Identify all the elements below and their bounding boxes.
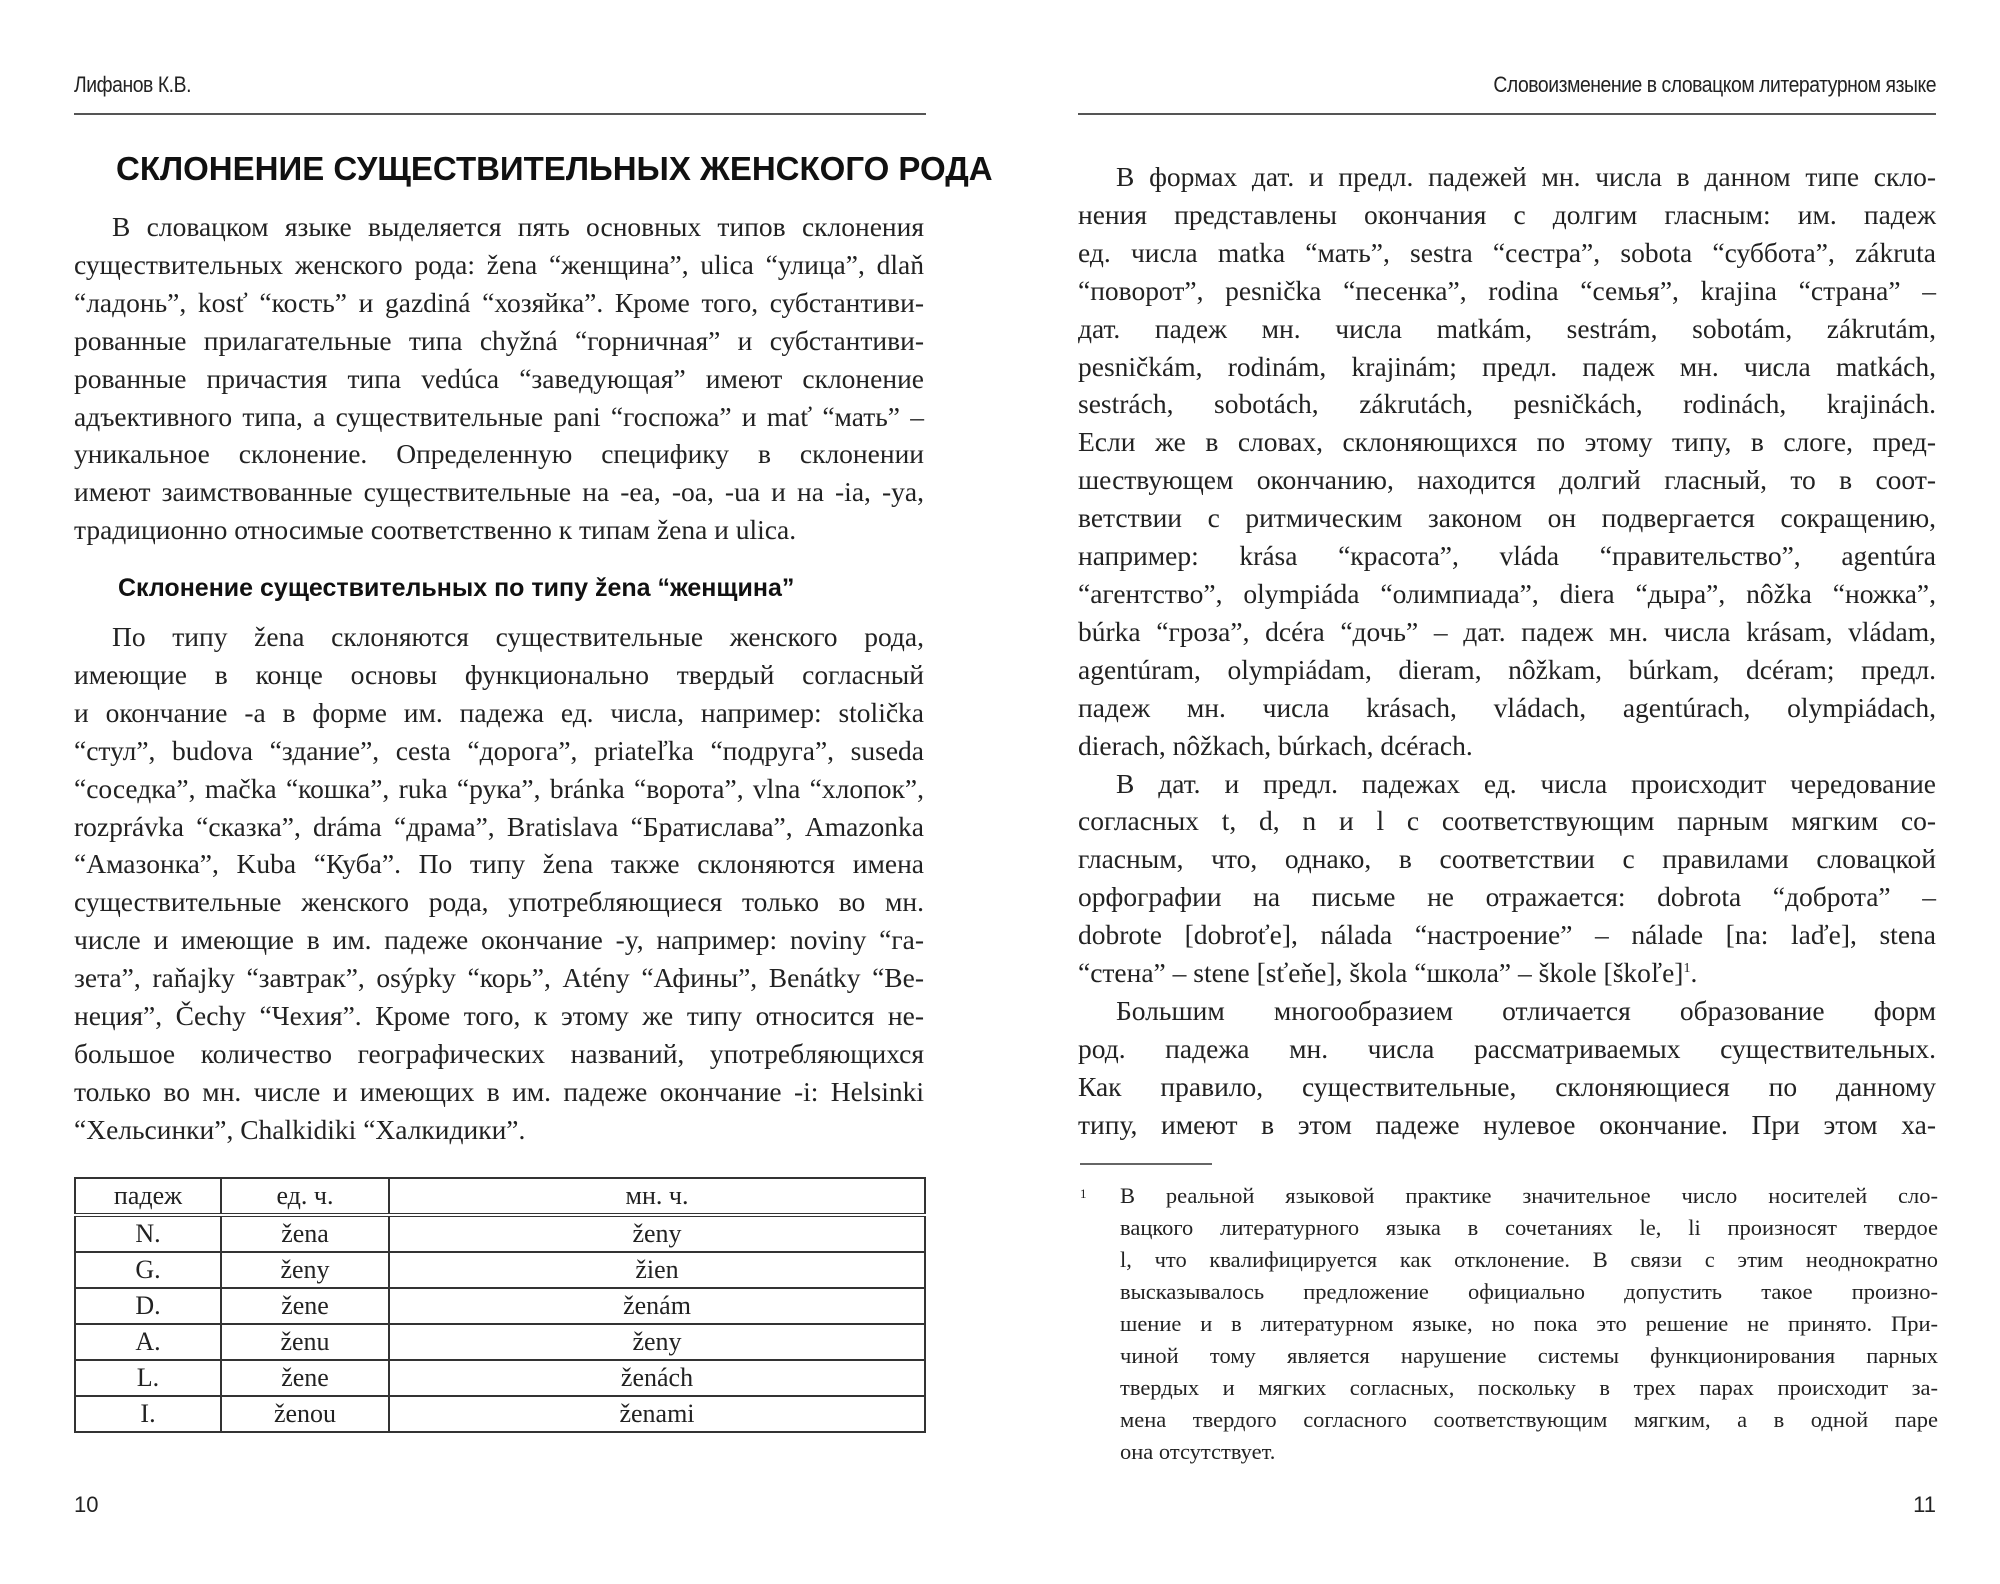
text-line: dobrote [dobroťe], nálada “настроение” – nálade [na: laďe], stena — [1078, 919, 1936, 951]
text-line: В формах дат. и предл. падежей мн. числа в данном типе скло- — [1116, 161, 1936, 192]
case-cell: D. — [75, 1288, 221, 1324]
footnote-line: l, что квалифицируется как отклонение. В связи с этим неоднократно — [1120, 1247, 1938, 1272]
text-line: большое количество географических названий, употребляющихся — [74, 1037, 924, 1069]
text-line: уникальное склонение. Определенную специфику в склонении — [74, 438, 924, 470]
text-line: например: krása “красота”, vláda “правительство”, agentúra — [1078, 540, 1936, 572]
intro-paragraph — [74, 208, 924, 549]
section-paragraph — [74, 618, 924, 1149]
plural-cell: ženách — [389, 1360, 925, 1396]
text-line: рованные прилагательные типа chyžná “горничная” и субстантиви- — [74, 324, 924, 356]
footnote — [1080, 1180, 1938, 1468]
text-line: “агентство”, olympiáda “олимпиада”, diera “дыра”, nôžka “ножка”, — [1078, 577, 1936, 609]
singular-cell: ženu — [221, 1324, 389, 1360]
footnote-line: она отсутствует. — [1120, 1439, 1276, 1464]
text-line: числе и имеющие в им. падеже окончание -y, например: noviny “га- — [74, 924, 924, 956]
page-number: 11 — [1913, 1492, 1936, 1517]
text-line: Как правило, существительные, склоняющиеся по данному — [1078, 1070, 1936, 1102]
case-cell: N. — [75, 1215, 221, 1252]
text-line: “поворот”, pesnička “песенка”, rodina “семья”, krajina “страна” – — [1078, 274, 1936, 306]
text-fragment: “стена” – stene [sťeňe], škola “школа” – škole [škoľe] — [1078, 957, 1684, 989]
text-line: имеют заимствованные существительные на -ea, -oa, -ua и на -ia, -ya, — [74, 476, 924, 508]
plural-cell: žien — [389, 1252, 925, 1288]
case-cell: G. — [75, 1252, 221, 1288]
chapter-title: СКЛОНЕНИЕ СУЩЕСТВИТЕЛЬНЫХ ЖЕНСКОГО РОДА — [116, 150, 993, 187]
table-row — [75, 1396, 925, 1432]
text-line: род. падежа мн. числа рассматриваемых существительных. — [1078, 1032, 1936, 1064]
footnote-line: твердых и мягких согласных, поскольку в трех парах происходит за- — [1120, 1375, 1938, 1400]
text-line: только во мн. числе и имеющих в им. падеже окончание -i: Helsinki — [74, 1075, 924, 1107]
text-line: гласным, что, однако, в соответствии с правилами словацкой — [1078, 843, 1936, 875]
text-line: В дат. и предл. падежах ед. числа происходит чередование — [1116, 767, 1936, 799]
text-line: дат. падеж мн. числа matkám, sestrám, sobotám, zákrutám, — [1078, 312, 1936, 344]
plural-cell: ženami — [389, 1396, 925, 1432]
running-head-author: Лифанов К.В. — [74, 72, 192, 97]
text-line: По типу žena склоняются существительные женского рода, — [112, 621, 924, 652]
text-line: традиционно относимые соответственно к типам žena и ulica. — [74, 514, 797, 546]
text-line: В словацком языке выделяется пять основных типов склонения — [112, 211, 924, 242]
singular-cell: žene — [221, 1288, 389, 1324]
text-line: орфографии на письме не отражается: dobrota “доброта” – — [1078, 881, 1936, 913]
text-line: “Хельсинки”, Chalkidiki “Халкидики”. — [74, 1113, 526, 1145]
text-line: типу, имеют в этом падеже нулевое окончание. При этом ха- — [1078, 1108, 1936, 1140]
text-line: существительные женского рода, употребляющиеся только во мн. — [74, 886, 924, 918]
text-line: “стул”, budova “здание”, cesta “дорога”, priateľka “подруга”, suseda — [74, 734, 924, 766]
text-line-with-footnote — [1078, 954, 1936, 992]
main-text — [1078, 158, 1936, 1144]
declension-table — [74, 1177, 926, 1433]
table-row — [75, 1360, 925, 1396]
footnote-line: шение и в литературном языке, но пока это решение не принято. При- — [1120, 1311, 1938, 1336]
case-cell: I. — [75, 1396, 221, 1432]
plural-cell: ženy — [389, 1215, 925, 1252]
text-line: зета”, raňajky “завтрак”, osýpky “корь”, Atény “Афины”, Benátky “Ве- — [74, 962, 924, 994]
text-line: ед. числа matka “мать”, sestra “сестра”, sobota “суббота”, zákruta — [1078, 236, 1936, 268]
footnote-line: чиной тому является нарушение системы функционирования парных — [1120, 1343, 1938, 1368]
case-cell: L. — [75, 1360, 221, 1396]
footnote-line: В реальной языковой практике значительное число носителей сло- — [1120, 1183, 1938, 1208]
text-line: адъективного типа, а существительные pani “госпожа” и mať “мать” – — [74, 400, 924, 432]
page-number: 10 — [74, 1492, 99, 1517]
text-line: и окончание -a в форме им. падежа ед. числа, например: stolička — [74, 696, 924, 728]
section-title: Склонение существительных по типу žena “женщина” — [118, 574, 795, 602]
table-row — [75, 1215, 925, 1252]
column-header-case: падеж — [75, 1178, 221, 1215]
footnote-line: высказывалось предложение официально допустить такое произно- — [1120, 1279, 1938, 1304]
singular-cell: žena — [221, 1215, 389, 1252]
text-line: sestrách, sobotách, zákrutách, pesničkách, rodinách, krajinách. — [1078, 388, 1936, 420]
table-header-row — [75, 1178, 925, 1215]
footnote-mark: 1 — [1080, 1186, 1087, 1201]
text-line: Если же в словах, склоняющихся по этому типу, в слоге, пред- — [1078, 426, 1936, 458]
text-fragment: . — [1690, 957, 1698, 989]
text-line: agentúram, olympiádam, dieram, nôžkam, búrkam, dcéram; предл. — [1078, 653, 1936, 685]
plural-cell: ženám — [389, 1288, 925, 1324]
text-line: существительных женского рода: žena “женщина”, ulica “улица”, dlaň — [74, 248, 924, 280]
footnote-line: мена твердого согласного соответствующим мягким, а в одной паре — [1120, 1407, 1938, 1432]
text-line: имеющие в конце основы функционально твердый согласный — [74, 658, 924, 690]
singular-cell: ženou — [221, 1396, 389, 1432]
table-row — [75, 1252, 925, 1288]
text-line: rozprávka “сказка”, dráma “драма”, Bratislava “Братислава”, Amazonka — [74, 810, 924, 842]
text-line: согласных t, d, n и l с соответствующим парным мягким со- — [1078, 805, 1936, 837]
text-line: рованные причастия типа vedúca “заведующая” имеют склонение — [74, 362, 924, 394]
text-line: неция”, Čechy “Чехия”. Кроме того, к этому же типу относится не- — [74, 1000, 924, 1032]
footnote-reference[interactable]: 1 — [1683, 960, 1691, 976]
text-line: ветствии с ритмическим законом он подвергается сокращению, — [1078, 502, 1936, 534]
table-row — [75, 1324, 925, 1360]
singular-cell: ženy — [221, 1252, 389, 1288]
column-header-plural: мн. ч. — [389, 1178, 925, 1215]
text-line: dierach, nôžkach, búrkach, dcérach. — [1078, 729, 1473, 761]
header-rule — [1078, 113, 1936, 115]
singular-cell: žene — [221, 1360, 389, 1396]
case-cell: A. — [75, 1324, 221, 1360]
footnote-line: вацкого литературного языка в сочетаниях le, li произносят твердое — [1120, 1215, 1938, 1240]
text-line: падеж мн. числа krásach, vládach, agentúrach, olympiádach, — [1078, 691, 1936, 723]
text-line: шествующем окончанию, находится долгий гласный, то в соот- — [1078, 464, 1936, 496]
header-rule — [74, 113, 926, 115]
column-header-singular: ед. ч. — [221, 1178, 389, 1215]
text-line: “соседка”, mačka “кошка”, ruka “рука”, bránka “ворота”, vlna “хлопок”, — [74, 772, 924, 804]
text-line: “Амазонка”, Kuba “Куба”. По типу žena также склоняются имена — [74, 848, 924, 880]
footnote-rule — [1080, 1163, 1212, 1165]
running-head-title: Словоизменение в словацком литературном языке — [1493, 72, 1936, 97]
text-line: “ладонь”, kosť “кость” и gazdiná “хозяйка”. Кроме того, субстантиви- — [74, 286, 924, 318]
text-line: нения представлены окончания с долгим гласным: им. падеж — [1078, 198, 1936, 230]
text-line: pesničkám, rodinám, krajinám; предл. падеж мн. числа matkách, — [1078, 350, 1936, 382]
table-row — [75, 1288, 925, 1324]
plural-cell: ženy — [389, 1324, 925, 1360]
text-line: Большим многообразием отличается образование форм — [1116, 994, 1936, 1026]
text-line: búrka “гроза”, dcéra “дочь” – дат. падеж мн. числа krásam, vládam, — [1078, 615, 1936, 647]
